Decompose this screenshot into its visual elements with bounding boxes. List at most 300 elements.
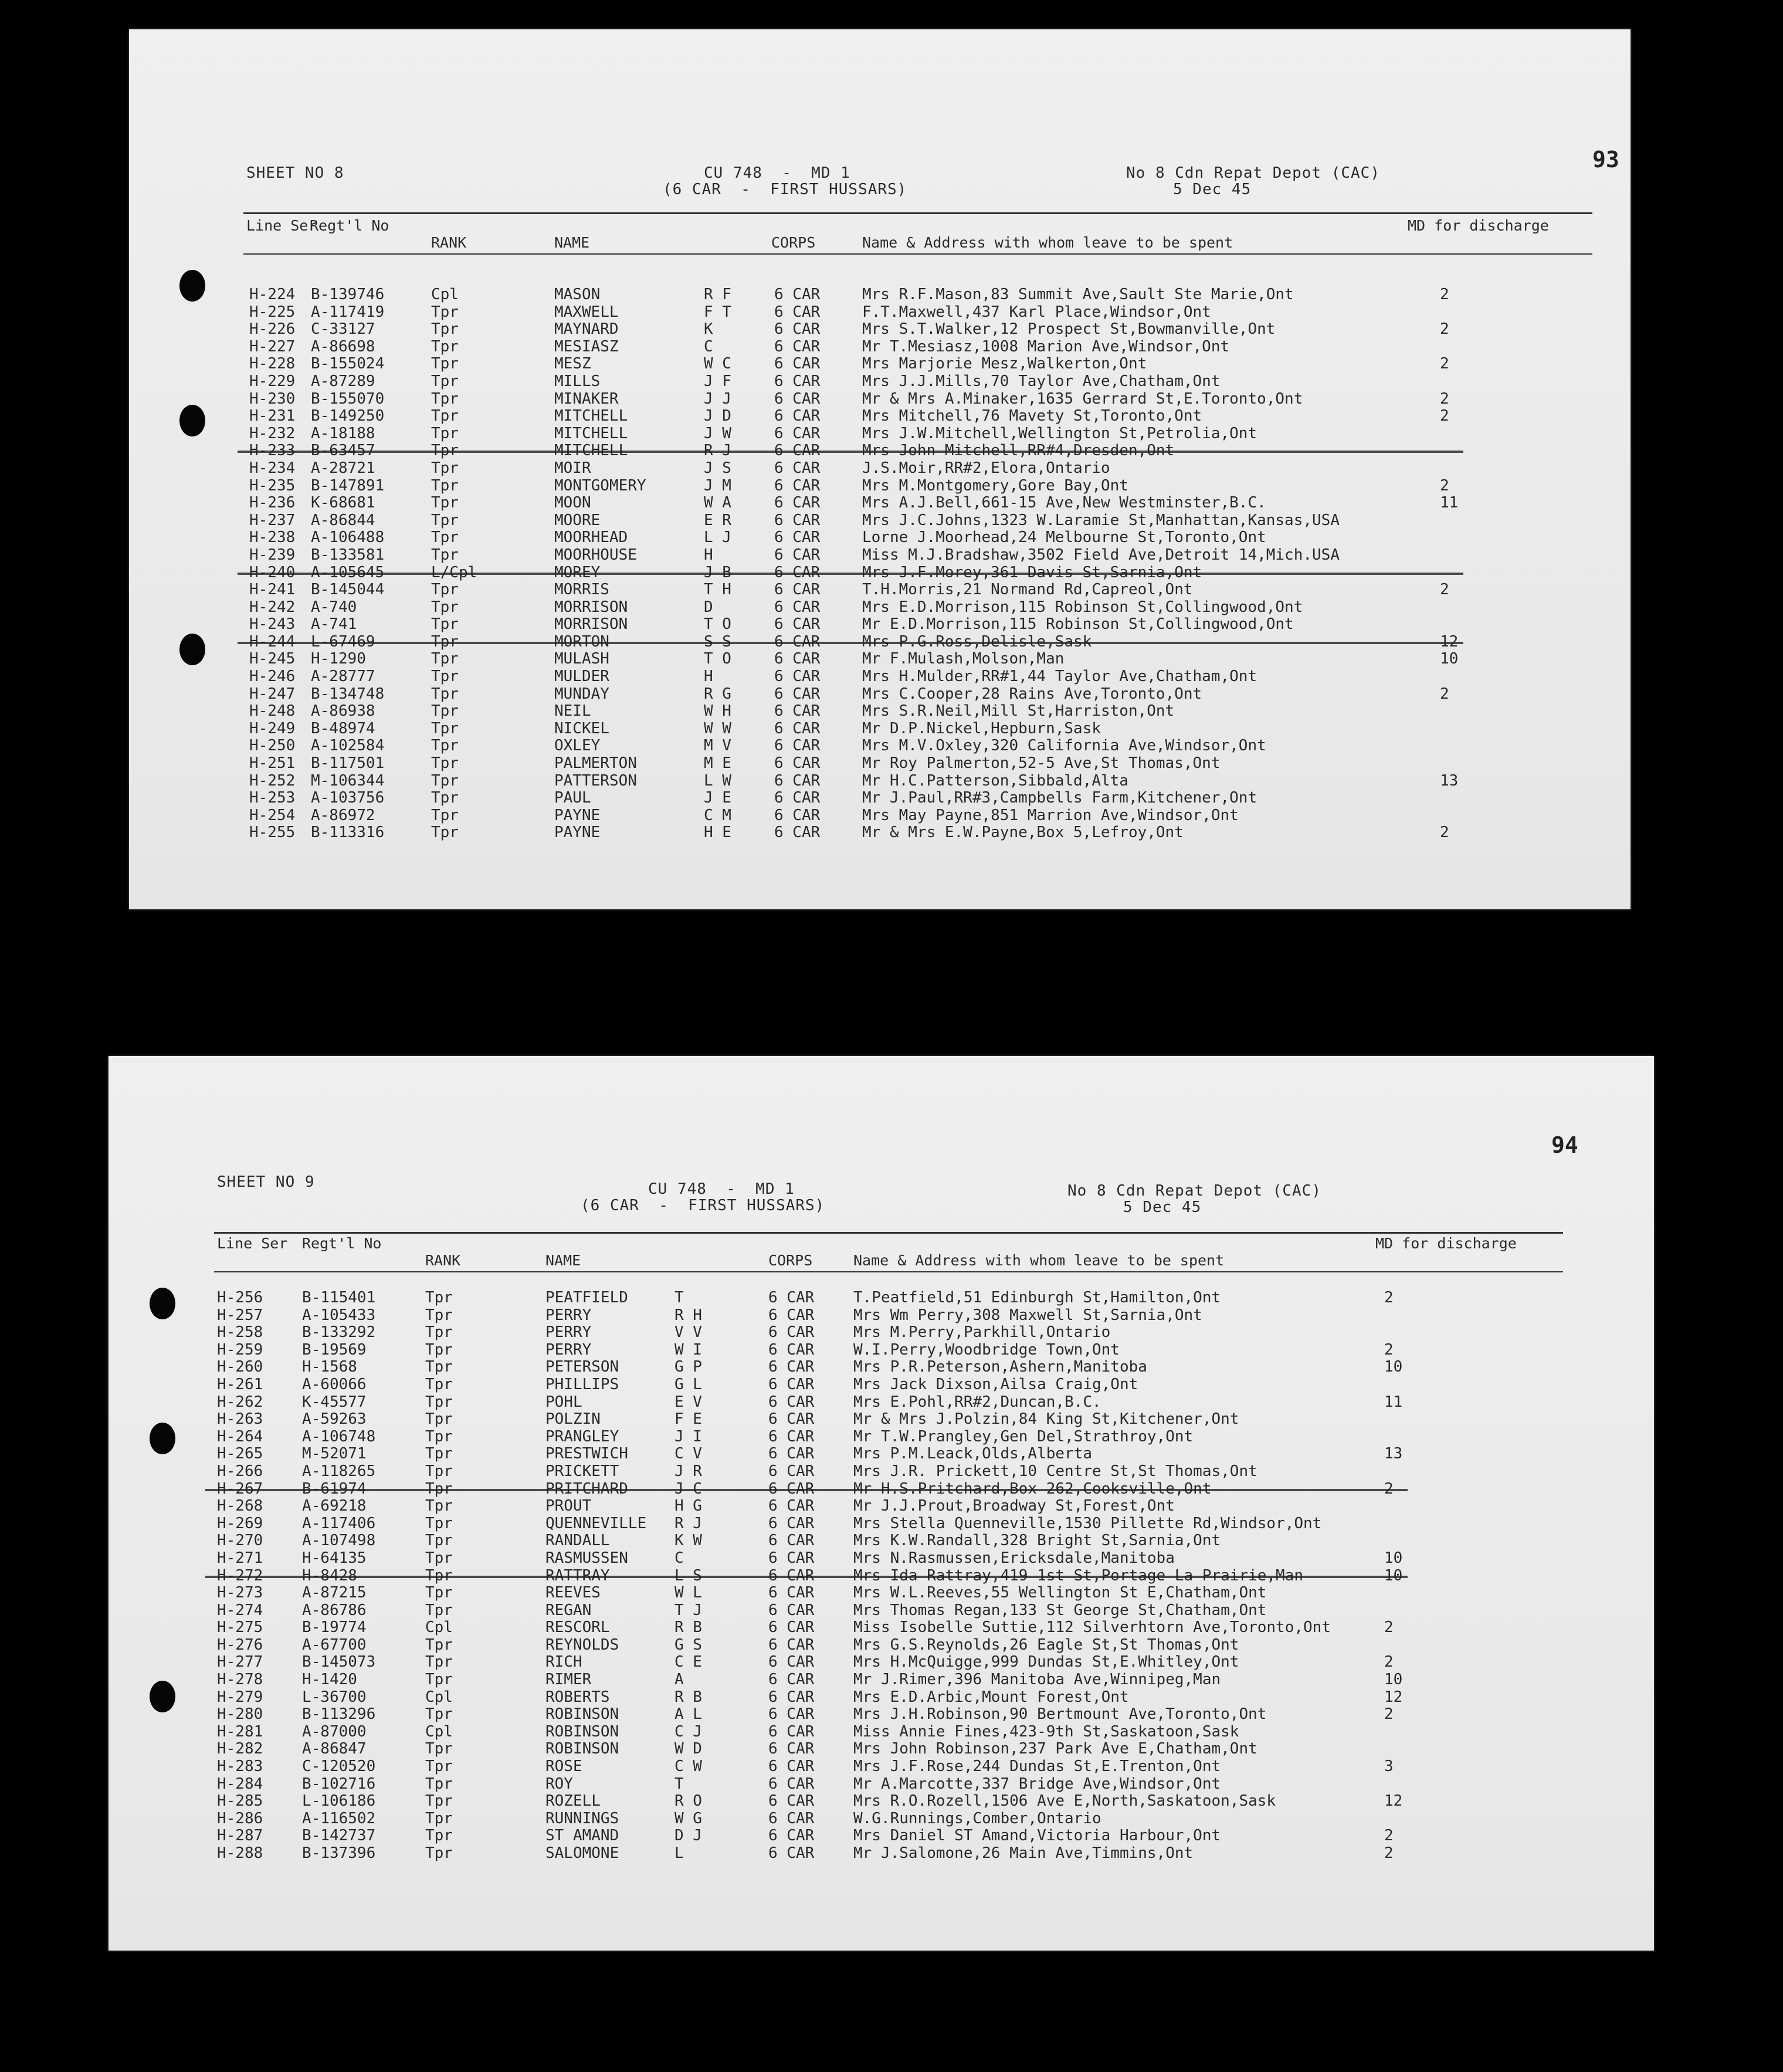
cell-corps: 6 CAR [774,355,821,373]
cell-surname: MOORHEAD [554,529,628,547]
cell-address: Mrs J.F.Rose,244 Dundas St,E.Trenton,Ont [853,1758,1221,1776]
cell-initials: H [704,668,713,686]
cell-surname: PAYNE [554,806,601,824]
cell-regt: A-103756 [311,789,385,807]
cell-regt: A-106748 [302,1427,376,1445]
strikethrough-line [238,451,1463,453]
cell-address: Mr T.W.Prangley,Gen Del,Strathroy,Ont [853,1427,1194,1445]
cell-rank: Tpr [425,1497,453,1515]
sheet-date: 5 Dec 45 [1123,1198,1202,1216]
cell-surname: SALOMONE [545,1844,619,1862]
cell-address: Mrs Stella Quenneville,1530 Pillette Rd,Windsor,Ont [853,1514,1322,1532]
cell-surname: MORRIS [554,581,609,599]
cell-address: Mrs Wm Perry,308 Maxwell St,Sarnia,Ont [853,1306,1202,1324]
cell-md: 2 [1384,1844,1394,1862]
cell-surname: PALMERTON [554,754,637,773]
table-row [109,1567,1654,1585]
cell-address: Mr E.D.Morrison,115 Robinson St,Collingwood,Ont [862,615,1294,634]
cell-regt: H-1420 [302,1671,357,1689]
cell-surname: OXLEY [554,737,601,755]
cell-rank: Tpr [431,754,459,773]
cell-initials: J R [674,1462,702,1480]
table-row [129,703,1631,720]
cell-regt: H-1290 [311,650,366,668]
table-row [109,1498,1654,1515]
cell-corps: 6 CAR [768,1427,815,1445]
cell-address: Mrs Daniel ST Amand,Victoria Harbour,Ont [853,1827,1221,1845]
cell-surname: PROUT [545,1497,592,1515]
cell-corps: 6 CAR [774,581,821,599]
cell-corps: 6 CAR [768,1306,815,1324]
table-row [129,286,1631,304]
table-row [129,737,1631,755]
cell-line: H-285 [217,1792,263,1810]
cell-address: Mrs P.M.Leack,Olds,Alberta [853,1445,1092,1463]
cell-line: H-231 [249,407,296,425]
cell-address: Mrs P.R.Peterson,Ashern,Manitoba [853,1358,1147,1376]
cell-rank: Tpr [431,424,459,442]
cell-rank: Tpr [425,1758,453,1776]
cell-surname: MOON [554,494,591,512]
table-row [129,634,1631,651]
cell-regt: A-86786 [302,1601,367,1619]
cell-surname: PRANGLEY [545,1427,619,1445]
cell-rank: Tpr [425,1549,453,1567]
cell-regt: B-147891 [311,476,385,495]
col-name: NAME [545,1252,581,1269]
cell-address: Mrs R.O.Rozell,1506 Ave E,North,Saskatoon,Sask [853,1792,1276,1810]
cell-address: Mrs Jack Dixson,Ailsa Craig,Ont [853,1375,1138,1393]
cell-surname: QUENNEVILLE [545,1514,647,1532]
table-row [109,1793,1654,1810]
cell-surname: PAYNE [554,824,601,842]
cell-address: Mrs G.S.Reynolds,26 Eagle St,St Thomas,Ont [853,1636,1239,1654]
cell-address: Mrs E.Pohl,RR#2,Duncan,B.C. [853,1393,1101,1411]
cell-surname: ROZELL [545,1792,601,1810]
cell-regt: M-52071 [302,1445,367,1463]
cell-surname: REEVES [545,1584,601,1602]
cell-md: 2 [1440,476,1449,495]
cell-address: Mr & Mrs A.Minaker,1635 Gerrard St,E.Toronto,Ont [862,390,1303,408]
cell-md: 13 [1384,1445,1403,1463]
cell-line: H-227 [249,337,296,356]
cell-surname: ROY [545,1775,573,1793]
cell-corps: 6 CAR [774,407,821,425]
cell-regt: A-87000 [302,1722,367,1741]
table-row [109,1445,1654,1463]
col-md-discharge: MD for discharge [1375,1235,1517,1252]
cell-corps: 6 CAR [768,1289,815,1306]
cell-regt: B-137396 [302,1844,376,1862]
cell-line: H-262 [217,1393,263,1411]
sheet-number: SHEET NO 9 [217,1173,315,1191]
strikethrough-line [238,642,1463,644]
cell-surname: RASMUSSEN [545,1549,628,1567]
cell-line: H-263 [217,1410,263,1428]
cell-initials: T [674,1775,684,1793]
header-rule [214,1271,1563,1272]
table-row [109,1307,1654,1325]
cell-corps: 6 CAR [768,1375,815,1393]
table-row [109,1411,1654,1428]
cell-rank: Tpr [431,806,459,824]
cell-initials: T J [674,1601,702,1619]
cell-line: H-277 [217,1653,263,1671]
table-row [109,1637,1654,1654]
table-row [109,1342,1654,1359]
cell-address: Mrs Mitchell,76 Mavety St,Toronto,Ont [862,407,1202,425]
cell-rank: Tpr [431,320,459,338]
cell-address: Mrs M.V.Oxley,320 California Ave,Windsor,Ont [862,737,1266,755]
table-row [129,373,1631,391]
cell-md: 2 [1384,1653,1394,1671]
cell-initials: M V [704,737,731,755]
cell-address: Mr Roy Palmerton,52-5 Ave,St Thomas,Ont [862,754,1221,773]
cell-address: F.T.Maxwell,437 Karl Place,Windsor,Ont [862,303,1211,321]
cell-rank: Tpr [431,615,459,634]
cell-md: 2 [1440,824,1449,842]
cell-rank: Tpr [431,685,459,703]
table-row [109,1619,1654,1637]
cell-initials: R F [704,286,731,303]
cell-md: 2 [1440,685,1449,703]
cell-corps: 6 CAR [768,1601,815,1619]
cell-corps: 6 CAR [768,1462,815,1480]
cell-surname: MILLS [554,372,601,390]
cell-line: H-283 [217,1758,263,1776]
cell-regt: A-86972 [311,806,375,824]
cell-line: H-260 [217,1358,263,1376]
cell-surname: MITCHELL [554,407,628,425]
cell-regt: B-48974 [311,719,375,737]
cell-regt: B-145044 [311,581,385,599]
cell-initials: T [674,1289,684,1306]
cell-initials: J W [704,424,731,442]
cell-address: Mr D.P.Nickel,Hepburn,Sask [862,719,1101,737]
cell-rank: Tpr [425,1445,453,1463]
col-line-ser: Line Ser [246,217,317,234]
cell-surname: PERRY [545,1306,592,1324]
cell-surname: MITCHELL [554,424,628,442]
cell-initials: W C [704,355,731,373]
cell-initials: J M [704,476,731,495]
cell-surname: ST AMAND [545,1827,619,1845]
cell-address: Mr J.Salomone,26 Main Ave,Timmins,Ont [853,1844,1194,1862]
cell-line: H-237 [249,511,296,529]
cell-corps: 6 CAR [768,1445,815,1463]
table-row [109,1585,1654,1602]
table-row [109,1550,1654,1567]
cell-corps: 6 CAR [774,529,821,547]
cell-initials: J I [674,1427,702,1445]
strikethrough-line [205,1489,1408,1491]
table-row [109,1654,1654,1671]
cell-address: Mrs J.J.Mills,70 Taylor Ave,Chatham,Ont [862,372,1221,390]
table-row [109,1724,1654,1741]
cell-initials: M E [704,754,731,773]
cell-rank: Tpr [425,1844,453,1862]
cell-md: 12 [1384,1792,1403,1810]
cell-rank: Tpr [425,1410,453,1428]
cell-initials: F E [674,1410,702,1428]
cell-initials: J E [704,789,731,807]
table-row [129,425,1631,443]
cell-initials: R J [674,1514,702,1532]
cell-surname: RIMER [545,1671,592,1689]
cell-address: Mrs S.T.Walker,12 Prospect St,Bowmanville,Ont [862,320,1276,338]
table-row [129,408,1631,425]
cell-surname: MOIR [554,459,591,477]
unit-line-2: (6 CAR - FIRST HUSSARS) [663,181,907,198]
cell-address: Mrs S.R.Neil,Mill St,Harriston,Ont [862,702,1175,720]
cell-line: H-228 [249,355,296,373]
cell-line: H-287 [217,1827,263,1845]
table-row [109,1394,1654,1411]
cell-initials: C [704,337,713,356]
table-row [109,1532,1654,1550]
cell-address: Miss M.J.Bradshaw,3502 Field Ave,Detroit 14,Mich.USA [862,546,1340,564]
cell-initials: C [674,1549,684,1567]
cell-corps: 6 CAR [774,719,821,737]
cell-rank: Tpr [431,459,459,477]
cell-surname: REGAN [545,1601,592,1619]
cell-line: H-258 [217,1323,263,1342]
cell-regt: L-36700 [302,1688,367,1706]
cell-rank: Tpr [431,355,459,373]
cell-corps: 6 CAR [774,511,821,529]
cell-surname: MASON [554,286,601,303]
cell-address: T.H.Morris,21 Normand Rd,Capreol,Ont [862,581,1193,599]
cell-surname: MONTGOMERY [554,476,646,495]
cell-surname: MOORHOUSE [554,546,637,564]
table-row [129,668,1631,686]
cell-rank: Tpr [425,1323,453,1342]
cell-corps: 6 CAR [774,754,821,773]
table-row [109,1827,1654,1845]
cell-surname: ROBINSON [545,1705,619,1724]
cell-rank: Tpr [425,1306,453,1324]
cell-surname: NICKEL [554,719,609,737]
cell-regt: B-134748 [311,685,385,703]
cell-line: H-238 [249,529,296,547]
cell-initials: C W [674,1758,702,1776]
cell-initials: J S [704,459,731,477]
cell-address: Mrs H.Mulder,RR#1,44 Taylor Ave,Chatham,Ont [862,668,1257,686]
cell-regt: B-117501 [311,754,385,773]
cell-regt: A-59263 [302,1410,367,1428]
cell-corps: 6 CAR [774,286,821,303]
cell-rank: Tpr [425,1375,453,1393]
cell-md: 13 [1440,771,1459,790]
cell-md: 2 [1440,320,1449,338]
table-row [129,790,1631,807]
cell-regt: A-86847 [302,1740,367,1758]
cell-corps: 6 CAR [774,806,821,824]
cell-initials: J D [704,407,731,425]
cell-rank: Tpr [431,598,459,616]
cell-corps: 6 CAR [768,1636,815,1654]
cell-surname: PERRY [545,1340,592,1359]
cell-rank: Tpr [431,372,459,390]
cell-corps: 6 CAR [774,650,821,668]
cell-initials: H E [704,824,731,842]
cell-rank: Tpr [431,407,459,425]
cell-rank: Tpr [431,650,459,668]
table-row [109,1463,1654,1481]
cell-regt: A-86698 [311,337,375,356]
sheet-date: 5 Dec 45 [1173,181,1252,198]
cell-address: Mrs E.D.Arbic,Mount Forest,Ont [853,1688,1129,1706]
cell-address: Mrs Thomas Regan,133 St George St,Chatham,Ont [853,1601,1267,1619]
cell-initials: H [704,546,713,564]
cell-md: 2 [1440,581,1449,599]
table-row [109,1376,1654,1394]
cell-line: H-235 [249,476,296,495]
cell-address: Mrs J.H.Robinson,90 Bertmount Ave,Toronto,Ont [853,1705,1267,1724]
cell-rank: Tpr [425,1340,453,1359]
cell-address: Mrs A.J.Bell,661-15 Ave,New Westminster,B.C. [862,494,1266,512]
cell-line: H-268 [217,1497,263,1515]
cell-initials: C E [674,1653,702,1671]
cell-address: Mrs J.R. Prickett,10 Centre St,St Thomas,Ont [853,1462,1257,1480]
cell-line: H-279 [217,1688,263,1706]
cell-initials: G S [674,1636,702,1654]
cell-address: Mrs W.L.Reeves,55 Wellington St E,Chatham,Ont [853,1584,1267,1602]
cell-initials: W G [674,1809,702,1827]
cell-surname: PAUL [554,789,591,807]
cell-surname: MINAKER [554,390,619,408]
table-row [129,356,1631,373]
col-address: Name & Address with whom leave to be spent [853,1252,1225,1269]
cell-md: 2 [1440,407,1449,425]
cell-regt: B-115401 [302,1289,376,1306]
cell-regt: A-86938 [311,702,375,720]
cell-corps: 6 CAR [768,1671,815,1689]
cell-regt: A-86844 [311,511,375,529]
table-row [109,1359,1654,1376]
cell-corps: 6 CAR [774,494,821,512]
table-row [129,773,1631,790]
cell-rank: Cpl [425,1619,453,1637]
header-rule [243,212,1592,214]
cell-line: H-251 [249,754,296,773]
cell-rank: Cpl [425,1722,453,1741]
cell-line: H-254 [249,806,296,824]
cell-corps: 6 CAR [768,1740,815,1758]
record-sheet-9 [109,1056,1654,1951]
cell-corps: 6 CAR [774,702,821,720]
cell-address: T.Peatfield,51 Edinburgh St,Hamilton,Ont [853,1289,1221,1306]
entry-list [109,1289,1654,1863]
cell-address: Mr & Mrs J.Polzin,84 King St,Kitchener,Ont [853,1410,1239,1428]
cell-surname: PRICKETT [545,1462,619,1480]
cell-address: Mrs C.Cooper,28 Rains Ave,Toronto,Ont [862,685,1202,703]
cell-rank: Tpr [425,1827,453,1845]
cell-initials: T O [704,615,731,634]
cell-md: 2 [1384,1340,1394,1359]
cell-surname: MESZ [554,355,591,373]
cell-rank: Tpr [425,1393,453,1411]
unit-line-1: CU 748 - MD 1 [704,164,850,182]
cell-corps: 6 CAR [768,1792,815,1810]
cell-corps: 6 CAR [768,1358,815,1376]
cell-regt: A-740 [311,598,357,616]
unit-line-2: (6 CAR - FIRST HUSSARS) [581,1197,825,1214]
cell-line: H-236 [249,494,296,512]
col-regtl-no: Regt'l No [302,1235,382,1252]
cell-regt: A-87289 [311,372,375,390]
cell-line: H-239 [249,546,296,564]
col-address: Name & Address with whom leave to be spent [862,234,1233,251]
cell-initials: W A [704,494,731,512]
table-row [109,1741,1654,1758]
cell-corps: 6 CAR [774,546,821,564]
cell-corps: 6 CAR [774,372,821,390]
table-row [109,1845,1654,1863]
cell-regt: A-102584 [311,737,385,755]
record-sheet-8 [129,29,1631,909]
cell-surname: ROBERTS [545,1688,610,1706]
cell-rank: Tpr [431,581,459,599]
table-row [129,720,1631,738]
cell-surname: POLZIN [545,1410,601,1428]
cell-corps: 6 CAR [774,737,821,755]
cell-initials: H G [674,1497,702,1515]
cell-corps: 6 CAR [774,668,821,686]
cell-md: 10 [1384,1358,1403,1376]
table-row [129,321,1631,338]
cell-line: H-265 [217,1445,263,1463]
col-rank: RANK [431,234,467,251]
cell-surname: ROBINSON [545,1722,619,1741]
cell-rank: Tpr [431,494,459,512]
cell-address: Mrs John Robinson,237 Park Ave E,Chatham,Ont [853,1740,1257,1758]
cell-initials: C V [674,1445,702,1463]
sheet-number: SHEET NO 8 [246,164,344,182]
col-line-ser: Line Ser [217,1235,288,1252]
cell-regt: B-139746 [311,286,385,303]
cell-surname: PHILLIPS [545,1375,619,1393]
cell-rank: Tpr [425,1792,453,1810]
cell-md: 2 [1384,1705,1394,1724]
entry-list [129,286,1631,842]
cell-corps: 6 CAR [768,1844,815,1862]
table-row [109,1671,1654,1689]
cell-rank: Tpr [425,1809,453,1827]
cell-surname: PATTERSON [554,771,637,790]
cell-initials: R H [674,1306,702,1324]
cell-corps: 6 CAR [774,685,821,703]
cell-regt: A-28721 [311,459,375,477]
cell-md: 2 [1384,1827,1394,1845]
unit-line-1: CU 748 - MD 1 [648,1180,795,1198]
cell-corps: 6 CAR [774,337,821,356]
header-rule [243,253,1592,255]
cell-corps: 6 CAR [768,1827,815,1845]
cell-md: 10 [1384,1549,1403,1567]
cell-line: H-282 [217,1740,263,1758]
cell-rank: Tpr [425,1671,453,1689]
cell-regt: A-118265 [302,1462,376,1480]
cell-initials: D [704,598,713,616]
cell-regt: B-102716 [302,1775,376,1793]
cell-regt: A-87215 [302,1584,367,1602]
cell-line: H-225 [249,303,296,321]
cell-corps: 6 CAR [768,1549,815,1567]
cell-rank: Cpl [425,1688,453,1706]
cell-address: Mrs N.Rasmussen,Ericksdale,Manitoba [853,1549,1175,1567]
cell-initials: E R [704,511,731,529]
